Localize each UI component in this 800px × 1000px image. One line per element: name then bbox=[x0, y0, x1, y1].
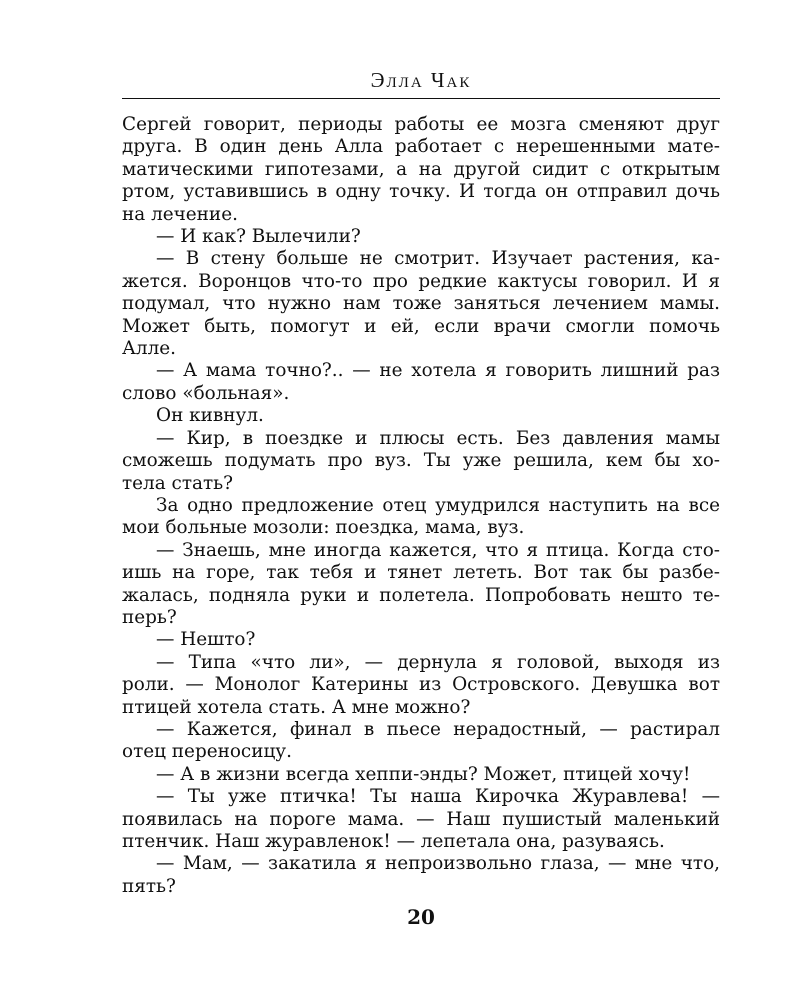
text-line: ртом, уставившись в одну точку. И тогда он отправил дочь bbox=[122, 181, 720, 203]
text-line: — Ты уже птичка! Ты наша Кирочка Журавлева! — bbox=[156, 786, 720, 808]
body-text bbox=[122, 114, 720, 898]
text-line: — Кажется, финал в пьесе нерадостный, — растирал bbox=[156, 718, 720, 740]
text-line: подумал, что нужно нам тоже заняться лечением мамы. bbox=[122, 293, 720, 315]
running-header: Элла Чак bbox=[370, 68, 472, 92]
text-line: птенчик. Наш журавленок! — лепетала она, разуваясь. bbox=[122, 831, 665, 852]
text-line: перь? bbox=[122, 606, 177, 628]
text-line: мои больные мозоли: поездка, мама, вуз. bbox=[122, 517, 525, 539]
text-line: матическими гипотезами, а на другой сидит с открытым bbox=[122, 158, 720, 180]
text-line: пять? bbox=[122, 875, 176, 897]
text-line: тела стать? bbox=[122, 472, 234, 494]
text-line: ишь на горе, так тебя и тянет лететь. Вот так бы разбе- bbox=[122, 562, 720, 584]
text-line: — Кир, в поездке и плюсы есть. Без давления мамы bbox=[156, 427, 720, 449]
text-line: Сергей говорит, периоды работы ее мозга сменяют друг bbox=[122, 114, 720, 135]
text-line: — А мама точно?.. — не хотела я говорить лишний раз bbox=[156, 360, 720, 382]
text-line: За одно предложение отец умудрился наступить на все bbox=[156, 494, 720, 516]
text-line: отец переносицу. bbox=[122, 741, 292, 763]
text-line: появилась на пороге мама. — Наш пушистый маленький bbox=[122, 808, 720, 830]
text-line: на лечение. bbox=[122, 203, 238, 225]
text-line: — Нешто? bbox=[156, 629, 256, 651]
text-line: слово «больная». bbox=[122, 382, 290, 404]
text-line: — Знаешь, мне иногда кажется, что я птица. Когда сто- bbox=[156, 539, 720, 561]
text-line: роли. — Монолог Катерины из Островского. Девушка вот bbox=[122, 674, 720, 696]
text-line: птицей хотела стать. А мне можно? bbox=[122, 696, 471, 718]
text-line: сможешь подумать про вуз. Ты уже решила, кем бы хо- bbox=[122, 450, 720, 472]
text-line: жется. Воронцов что-то про редкие кактусы говорил. И я bbox=[122, 270, 720, 292]
text-line: Может быть, помогут и ей, если врачи смогли помочь bbox=[122, 315, 720, 337]
header-rule bbox=[122, 98, 720, 99]
text-line: — Типа «что ли», — дернула я головой, выходя из bbox=[156, 651, 720, 673]
text-line: — В стену больше не смотрит. Изучает растения, ка- bbox=[156, 248, 720, 270]
text-line: жалась, подняла руки и полетела. Попробовать нешто те- bbox=[122, 584, 720, 606]
page-number: 20 bbox=[407, 905, 435, 929]
text-line: — И как? Вылечили? bbox=[156, 226, 361, 248]
text-line: Алле. bbox=[122, 338, 177, 360]
text-line: Он кивнул. bbox=[156, 405, 264, 427]
text-line: друга. В один день Алла работает с нерешенными мате- bbox=[122, 136, 720, 158]
text-line: — Мам, — закатила я непроизвольно глаза, — мне что, bbox=[156, 853, 720, 875]
text-line: — А в жизни всегда хеппи-энды? Может, птицей хочу! bbox=[156, 763, 691, 785]
